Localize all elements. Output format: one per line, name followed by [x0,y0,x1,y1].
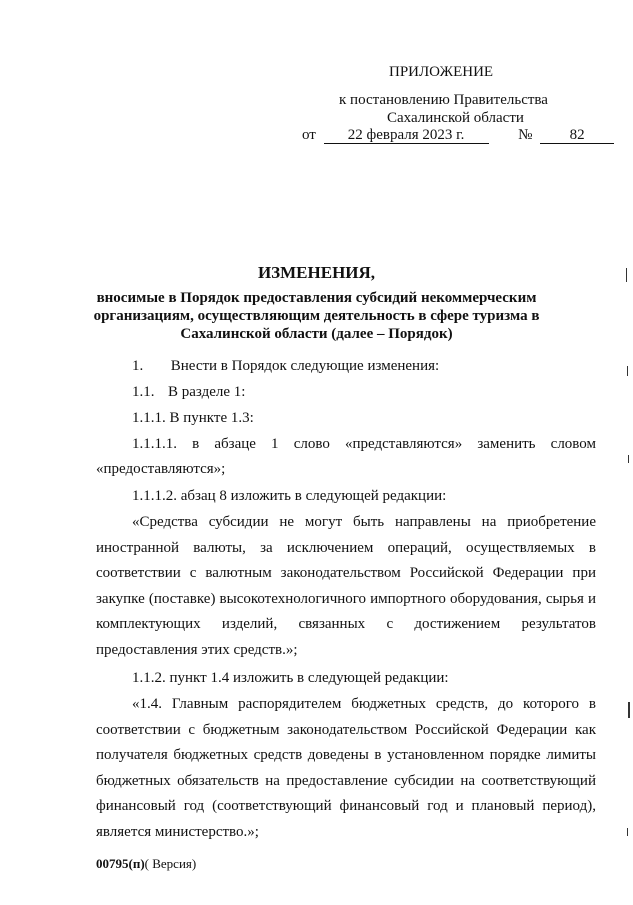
quoted-paragraph-1: «Средства субсидии не могут быть направлены на приобретение иностранной валюты, за исключением операций, осуществляемых в соответствии с валютным законодательством Российской Федерации при закупке (поставке) высокотехнологичного импортного оборудования, сырья и комплектующих изделий, связанных с достижением результатов предоставления этих средств.»; [96,514,596,658]
item-1-1 [132,380,245,406]
doc-subtitle-line-3: Сахалинской области (далее – Порядок) [180,326,453,342]
header-line-2: Сахалинской области [387,110,524,126]
item-1-number: 1. [132,358,144,374]
item-1-1-1-1-continued: «предоставляются»; [96,461,226,477]
number-label: № [518,127,533,143]
scan-artifact [627,366,628,376]
item-1-text: Внести в Порядок следующие изменения: [170,358,440,374]
item-1 [132,354,439,380]
item-1-1-1-2: 1.1.1.2. абзац 8 изложить в следующей редакции: [132,488,447,504]
item-1-1-text: В разделе 1: [168,384,246,400]
item-1-1-1: 1.1.1. В пункте 1.3: [132,410,254,426]
version-label: ( Версия) [144,856,197,871]
decree-details [302,127,614,144]
doc-title: ИЗМЕНЕНИЯ, [257,263,376,282]
appendix-label: ПРИЛОЖЕНИЕ [389,64,494,80]
document-code: 00795(п) [96,856,145,871]
scan-artifact [627,828,628,836]
header-line-1: к постановлению Правительства [339,92,548,108]
footer-code [96,856,196,872]
item-1-1-number: 1.1. [132,384,155,400]
scan-artifact [628,455,629,463]
doc-subtitle-line-2: организациям, осуществляющим деятельность в сфере туризма в [93,308,540,324]
from-label: от [302,127,316,143]
decree-number: 82 [540,128,614,144]
quoted-paragraph-2: «1.4. Главным распорядителем бюджетных средств, до которого в соответствии с бюджетным законодательством Российской Федерации как получателя бюджетных средств доведены в установленном порядке лимиты бюджетных обязательств на предоставление субсидии на соответствующий финансовый год (соответствующий финансовый год и плановый период), является министерство.»; [96,696,596,840]
scan-artifact [626,268,627,282]
doc-subtitle-line-1: вносимые в Порядок предоставления субсидий некоммерческим [96,290,537,306]
item-1-1-1-1: 1.1.1.1. в абзаце 1 слово «представляются» заменить словом [132,436,596,452]
decree-date: 22 февраля 2023 г. [324,128,489,144]
scan-artifact [628,702,630,718]
item-1-1-2: 1.1.2. пункт 1.4 изложить в следующей редакции: [132,670,449,686]
